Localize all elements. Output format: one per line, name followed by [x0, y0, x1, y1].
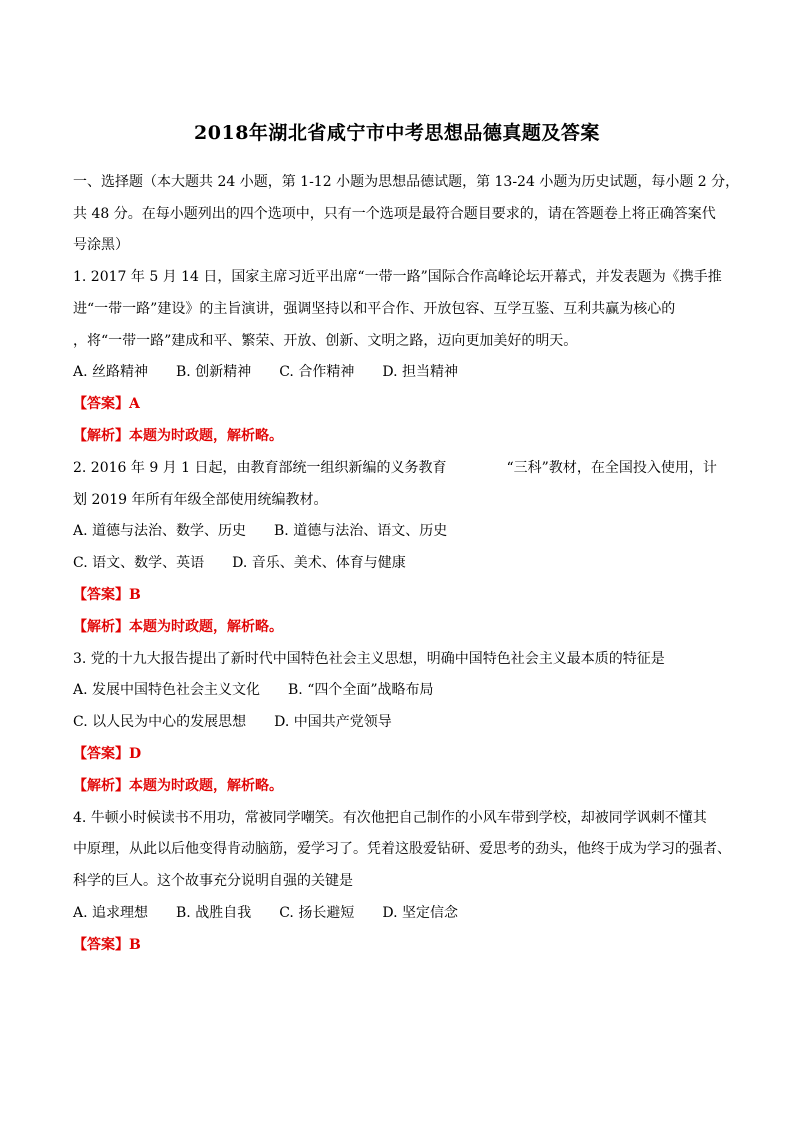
q4-line-2: 中原理，从此以后他变得肯动脑筋，爱学习了。凭着这股爱钻研、爱思考的劲头，他终于成为学习的强者、	[73, 841, 731, 857]
q4-option-d: D. 坚定信念	[382, 905, 458, 921]
section-intro-line-1: 一、选择题（本大题共 24 小题，第 1-12 小题为思想品德试题，第 13-24 小题为历史试题，每小题 2 分，	[73, 174, 740, 190]
q2-options-row-1	[73, 521, 447, 541]
q2-option-c: C. 语文、数学、英语	[73, 555, 205, 571]
q3-options-row-1	[73, 680, 434, 700]
q3-analysis: 【解析】本题为时政题，解析略。	[73, 778, 283, 794]
q2-line-2: 划 2019 年所有年级全部使用统编教材。	[73, 492, 328, 508]
section-intro-line-3: 号涂黑）	[73, 237, 129, 253]
q4-options	[73, 903, 458, 923]
q4-option-a: A. 追求理想	[73, 905, 149, 921]
q1-option-b: B. 创新精神	[176, 364, 252, 380]
q1-line-2: 进“一带一路”建设》的主旨演讲，强调坚持以和平合作、开放包容、互学互鉴、互利共赢为核心的	[73, 301, 676, 317]
q3-option-d: D. 中国共产党领导	[274, 714, 392, 730]
q4-line-3: 科学的巨人。这个故事充分说明自强的关键是	[73, 873, 353, 889]
q3-line-1: 3. 党的十九大报告提出了新时代中国特色社会主义思想，明确中国特色社会主义最本质的特征是	[73, 651, 665, 667]
q1-answer: 【答案】A	[73, 396, 140, 412]
page-title: 2018年湖北省咸宁市中考思想品德真题及答案	[194, 122, 600, 144]
q2-line-1-part-b: “三科”教材，在全国投入使用，计	[506, 460, 717, 476]
q4-option-c: C. 扬长避短	[279, 905, 355, 921]
q1-option-c: C. 合作精神	[279, 364, 355, 380]
q1-option-a: A. 丝路精神	[73, 364, 149, 380]
q2-option-d: D. 音乐、美术、体育与健康	[232, 555, 406, 571]
section-intro-line-2: 共 48 分。在每小题列出的四个选项中，只有一个选项是最符合题目要求的，请在答题卷上将正确答案代	[73, 206, 716, 222]
q2-line-1-part-a: 2. 2016 年 9 月 1 日起，由教育部统一组织新编的义务教育	[73, 460, 447, 476]
q2-option-a: A. 道德与法治、数学、历史	[73, 523, 247, 539]
q1-option-d: D. 担当精神	[382, 364, 458, 380]
q3-option-c: C. 以人民为中心的发展思想	[73, 714, 247, 730]
q3-options-row-2	[73, 712, 392, 732]
q3-option-b: B. “四个全面”战略布局	[288, 682, 434, 698]
q2-line-1	[73, 458, 717, 478]
q2-answer: 【答案】B	[73, 587, 141, 603]
q4-answer: 【答案】B	[73, 937, 141, 953]
q4-option-b: B. 战胜自我	[176, 905, 252, 921]
q1-options	[73, 362, 458, 382]
q1-line-1: 1. 2017 年 5 月 14 日，国家主席习近平出席“一带一路”国际合作高峰论坛开幕式，并发表题为《携手推	[73, 269, 722, 285]
q4-line-1: 4. 牛顿小时候读书不用功，常被同学嘲笑。有次他把自己制作的小风车带到学校，却被同学讽刺不懂其	[73, 810, 707, 826]
q1-analysis: 【解析】本题为时政题，解析略。	[73, 428, 283, 444]
q3-option-a: A. 发展中国特色社会主义文化	[73, 682, 261, 698]
q1-line-3: ，将“一带一路”建成和平、繁荣、开放、创新、文明之路，迈向更加美好的明天。	[73, 333, 578, 349]
q2-option-b: B. 道德与法治、语文、历史	[274, 523, 448, 539]
q2-options-row-2	[73, 553, 406, 573]
q3-answer: 【答案】D	[73, 746, 142, 762]
q2-analysis: 【解析】本题为时政题，解析略。	[73, 619, 283, 635]
